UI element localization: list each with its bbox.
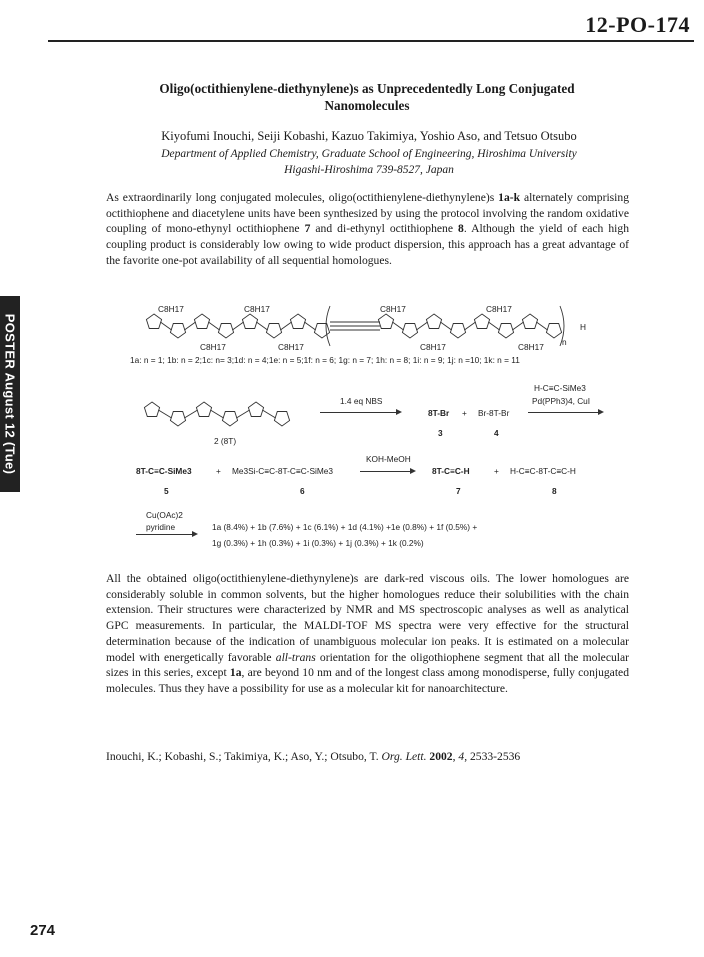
ring-bond — [392, 322, 403, 330]
affiliation-line-2: Higashi-Hiroshima 739-8527, Japan — [284, 164, 454, 176]
ring-bond — [464, 322, 475, 330]
structure-substituent-4: C8H17 — [278, 342, 304, 352]
thiophene-ring — [378, 314, 393, 329]
ring-bond — [232, 322, 243, 330]
thiophene-ring — [170, 324, 185, 339]
repeat-bracket — [326, 306, 330, 346]
header-rule — [48, 40, 694, 42]
thiophene-ring — [450, 324, 465, 339]
step1-arrow-2-head — [598, 409, 604, 415]
step3-arrow-head — [192, 531, 198, 537]
structure-substituent-7: C8H17 — [420, 342, 446, 352]
step3-yields-2: 1g (0.3%) + 1h (0.3%) + 1i (0.3%) + 1j (0.3%) + 1k (0.2%) — [212, 538, 424, 548]
ring-bond — [160, 322, 171, 330]
p1-text-c: and di-ethynyl octithiophene — [310, 222, 459, 236]
ref-year: 2002 — [426, 750, 453, 763]
p1-text-d: . Although the yield of each high coupling product is considerably low owing to wide product dispersion, this approach has a great advantage of the favorite one-pot availability of all sequential homologues. — [106, 222, 629, 267]
abstract-id: 12-PO-174 — [585, 12, 690, 37]
thiophene-ring — [218, 324, 233, 339]
ring-bond — [416, 322, 427, 330]
thiophene-ring — [242, 314, 257, 329]
affiliation — [96, 146, 642, 178]
ref-pages: , 2533-2536 — [464, 750, 521, 763]
ring-bond — [536, 322, 547, 330]
side-tab-label: POSTER August 12 (Tue) — [2, 313, 18, 475]
p2-italic: all-trans — [275, 650, 316, 664]
abstract-paragraph-2 — [106, 571, 629, 697]
thiophene-ring — [194, 314, 209, 329]
step1-reagent2-line1: H-C≡C-SiMe3 — [534, 383, 586, 393]
thiophene-ring — [474, 314, 489, 329]
title-line-1: Oligo(octithienylene-diethynylene)s as Unprecedentedly Long Conjugated — [159, 81, 575, 96]
thiophene-ring — [522, 314, 537, 329]
step1-start-label: 2 (8T) — [214, 436, 237, 446]
step2-label-6: 6 — [300, 486, 305, 496]
ref-authors: Inouchi, K.; Kobashi, S.; Takimiya, K.; Aso, Y.; Otsubo, T. — [106, 750, 382, 763]
thiophene-ring — [546, 324, 561, 339]
p1-compound-range: 1a-k — [498, 191, 521, 204]
step2-label-7: 7 — [456, 486, 461, 496]
reference — [106, 750, 629, 763]
p2-compound: 1a — [229, 666, 242, 680]
step1-label-3: 3 — [438, 428, 443, 438]
structure-substituent-8: C8H17 — [518, 342, 544, 352]
ring-bond — [304, 322, 315, 330]
step1-product-a: 8T-Br — [428, 408, 450, 418]
octithiophene-figure — [140, 392, 300, 436]
step2-left-b: Me3Si-C≡C-8T-C≡C-SiMe3 — [232, 466, 333, 476]
structure-h-terminal: H — [580, 322, 586, 332]
step3-reagent-1: Cu(OAc)2 — [146, 510, 183, 520]
ring-bond — [512, 322, 523, 330]
thiophene-ring — [146, 314, 161, 329]
structure-substituent-1: C8H17 — [158, 304, 184, 314]
step1-label-4: 4 — [494, 428, 499, 438]
step2-arrow-head — [410, 468, 416, 474]
ring-bond — [236, 410, 249, 418]
step3-yields-1: 1a (8.4%) + 1b (7.6%) + 1c (6.1%) + 1d (4.1%) +1e (0.8%) + 1f (0.5%) + — [212, 522, 478, 532]
side-tab — [0, 296, 20, 492]
p2-text-b: orientation for the oligothiophene segment that all the molecular sizes in this series, except — [106, 650, 629, 680]
p1-text-b: alternately comprising octithiophene and diacetylene units have been synthesized by using the protocol involving the random oxidative coupling of mono-ethynyl octithiophene — [106, 191, 629, 236]
abstract-paragraph-1 — [106, 190, 629, 269]
p1-compound-7: 7 — [304, 222, 311, 236]
structure-substituent-3: C8H17 — [200, 342, 226, 352]
thiophene-ring — [248, 402, 263, 417]
step1-reagent: 1.4 eq NBS — [340, 396, 383, 406]
thiophene-ring — [170, 412, 185, 427]
step1-arrow-head — [396, 409, 402, 415]
p2-text-c: , are beyond 10 nm and of the longest class among monodisperse, fully conjugated molecules. Thus they have a possibility for use as a molecular kit for nanoarchitecture. — [106, 666, 629, 695]
step2-label-5: 5 — [164, 486, 169, 496]
ring-bond — [184, 410, 197, 418]
thiophene-ring — [402, 324, 417, 339]
thiophene-ring — [426, 314, 441, 329]
thiophene-ring — [222, 412, 237, 427]
thiophene-ring — [274, 412, 289, 427]
affiliation-line-1: Department of Applied Chemistry, Graduate School of Engineering, Hiroshima University — [161, 148, 577, 160]
step3-reagent-2: pyridine — [146, 522, 176, 532]
step1-arrow — [320, 412, 400, 413]
step2-arrow — [360, 471, 414, 472]
compound-list: 1a: n = 1; 1b: n = 2;1c: n= 3;1d: n = 4;1e: n = 5;1f: n = 6; 1g: n = 7; 1h: n = 8; 1i: n = 9; 1j: n =10; 1k: n = 11 — [130, 355, 520, 365]
ring-bond — [440, 322, 451, 330]
page-number: 274 — [30, 922, 56, 939]
ring-bond — [262, 410, 275, 418]
step1-arrow-2 — [528, 412, 602, 413]
ring-bond — [158, 410, 171, 418]
thiophene-ring — [290, 314, 305, 329]
thiophene-ring — [144, 402, 159, 417]
step3-arrow — [136, 534, 196, 535]
structure-substituent-5: C8H17 — [380, 304, 406, 314]
thiophene-ring — [498, 324, 513, 339]
p2-text-a: All the obtained oligo(octithienylene-diethynylene)s are dark-red viscous oils. The lower homologues are considerably soluble in common solvents, but the higher homologues reduce their solubilities with the chain extension. Their structures were characterized by NMR and MS spectroscopic analyses as well as analytical GPC measurements. In particular, the MALDI-TOF MS spectra were very effective for the structural determination because of the indication of unambiguous molecular ion peaks. It is estimated on a molecular model with energetically favorable — [106, 572, 629, 664]
paper-title — [100, 80, 634, 114]
structure-substituent-6: C8H17 — [486, 304, 512, 314]
ring-bond — [210, 410, 223, 418]
step2-right-a: 8T-C≡C-H — [432, 466, 470, 476]
step2-label-8: 8 — [552, 486, 557, 496]
step2-reagent: KOH-MeOH — [366, 454, 411, 464]
p1-compound-8: 8 — [458, 222, 464, 236]
ref-journal: Org. Lett. — [381, 750, 427, 763]
ring-bond — [208, 322, 219, 330]
step2-right-b: H-C≡C-8T-C≡C-H — [510, 466, 576, 476]
step2-left-a: 8T-C≡C-SiMe3 — [136, 466, 192, 476]
thiophene-ring — [196, 402, 211, 417]
author-list: Kiyofumi Inouchi, Seiji Kobashi, Kazuo Takimiya, Yoshio Aso, and Tetsuo Otsubo — [161, 129, 577, 143]
step2-plus-2: + — [494, 466, 499, 476]
ring-bond — [184, 322, 195, 330]
ref-separator: , — [452, 750, 459, 763]
title-line-2: Nanomolecules — [324, 98, 410, 113]
ring-bond — [256, 322, 267, 330]
structure-substituent-2: C8H17 — [244, 304, 270, 314]
p1-text-a: As extraordinarily long conjugated molecules, oligo(octithienylene-diethynylene)s — [106, 191, 499, 204]
step2-plus-1: + — [216, 466, 221, 476]
structure-repeat-n: n — [562, 337, 567, 347]
ring-bond — [488, 322, 499, 330]
step1-product-b: Br-8T-Br — [478, 408, 510, 418]
ring-bond — [280, 322, 291, 330]
step1-plus: + — [462, 408, 467, 418]
ref-volume: 4 — [458, 750, 465, 763]
step1-reagent2-line2: Pd(PPh3)4, CuI — [532, 396, 591, 406]
thiophene-ring — [266, 324, 281, 339]
